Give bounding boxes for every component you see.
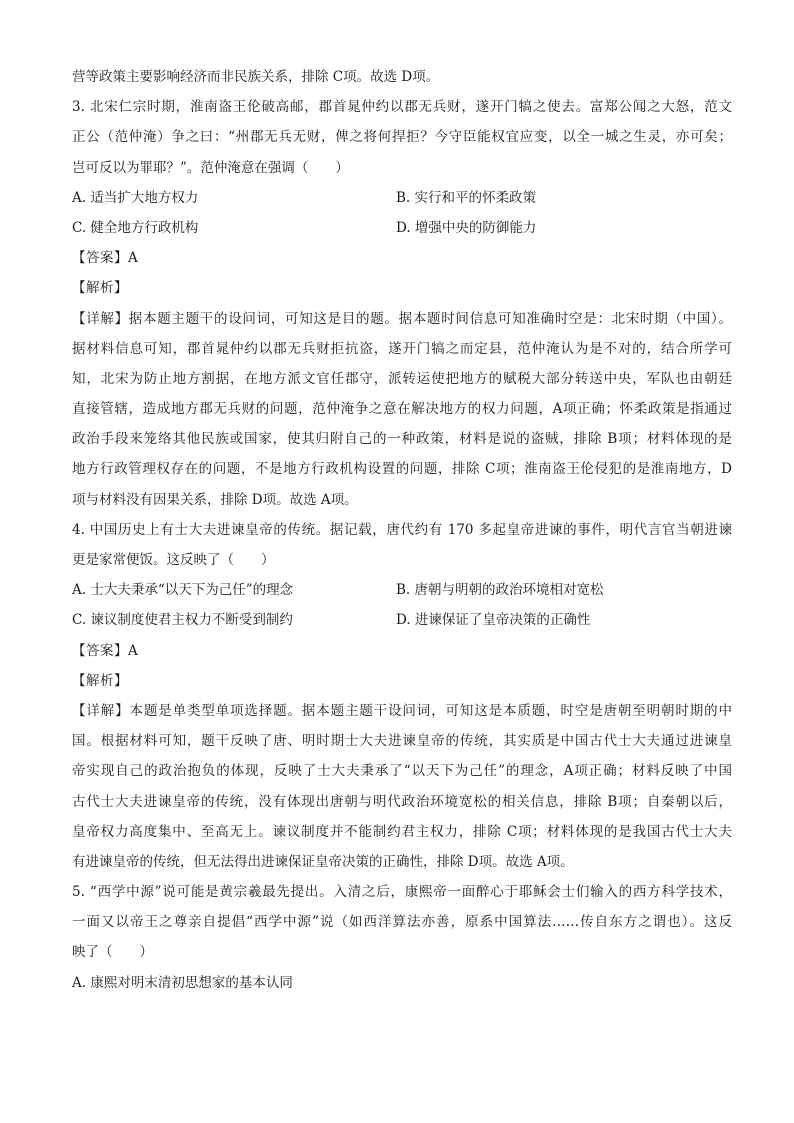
- q4-analysis-label: 【解析】: [72, 672, 128, 689]
- q4-answer: 【答案】A: [72, 642, 139, 659]
- q3-answer: 【答案】A: [72, 250, 139, 267]
- q3-stem-line: 岂可反以为罪耶？”。范仲淹意在强调（ ）: [72, 159, 349, 176]
- q3-detail-line: 直接管辖，造成地方郡无兵财的问题，范仲淹争之意在解决地方的权力问题，A项正确；怀柔政策是指通过: [72, 401, 732, 418]
- q3-detail-line: 政治手段来笼络其他民族或国家，使其归附自己的一种政策，材料是说的盗贼，排除 B项；材料体现的是: [72, 431, 732, 448]
- q3-analysis-label: 【解析】: [72, 280, 128, 297]
- q4-option-c: C. 谏议制度使君主权力不断受到制约: [72, 612, 293, 629]
- q4-detail-line: 国。根据材料可知，题干反映了唐、明时期士大夫进谏皇帝的传统，其实质是中国古代士大夫通过进谏皇: [72, 733, 732, 750]
- q4-detail-line: 有进谏皇帝的传统，但无法得出进谏保证皇帝决策的正确性，排除 D项。故选 A项。: [72, 853, 574, 870]
- question-5: [72, 877, 732, 998]
- q4-detail-line: 古代士大夫进谏皇帝的传统，没有体现出唐朝与明代政治环境宽松的相关信息，排除 B项；自秦朝以后，: [72, 793, 732, 810]
- q4-stem-line: 4. 中国历史上有士大夫进谏皇帝的传统。据记载，唐代约有 170 多起皇帝进谏的事件，明代言官当朝进谏: [72, 521, 732, 538]
- q4-option-a: A. 士大夫秉承“以天下为己任”的理念: [72, 582, 294, 599]
- q4-stem-line: 更是家常便饭。这反映了（ ）: [72, 552, 275, 568]
- q4-detail-line: 皇帝权力高度集中、至高无上。谏议制度并不能制约君主权力，排除 C项；材料体现的是我国古代士大夫: [72, 823, 732, 840]
- q3-option-d: D. 增强中央的防御能力: [396, 219, 537, 236]
- q4-option-b: B. 唐朝与明朝的政治环境相对宽松: [396, 582, 604, 599]
- q3-option-b: B. 实行和平的怀柔政策: [396, 189, 537, 206]
- q3-detail-line: 项与材料没有因果关系，排除 D项。故选 A项。: [72, 491, 358, 508]
- q3-option-c: C. 健全地方行政机构: [72, 219, 199, 236]
- q4-options-row: [72, 605, 732, 635]
- q3-detail-line: 【详解】据本题主题干的设问词，可知这是目的题。据本题时间信息可知准确时空是：北宋时期（中国）。: [72, 310, 732, 327]
- q3-stem-line: 3. 北宋仁宗时期，淮南盗王伦破高邮，郡首晁仲约以郡无兵财，遂开门犒之使去。富郑公闻之大怒，范文: [72, 99, 732, 116]
- q3-detail-line: 地方行政管理权存在的问题，不是地方行政机构设置的问题，排除 C项；淮南盗王伦侵犯的是淮南地方，D: [72, 461, 732, 478]
- q4-option-d: D. 进谏保证了皇帝决策的正确性: [396, 612, 591, 629]
- q5-option-a: A. 康熙对明末清初思想家的基本认同: [72, 974, 293, 991]
- q5-stem-line: 5. “西学中源”说可能是黄宗羲最先提出。入清之后，康熙帝一面醉心于耶稣会士们输入的西方科学技术，: [72, 884, 732, 901]
- q3-options-row: [72, 213, 732, 243]
- q4-detail-line: 【详解】本题是单类型单项选择题。据本题主题干设问词，可知这是本质题，时空是唐朝至明朝时期的中: [72, 702, 732, 719]
- q5-stem-line: 一面又以帝王之尊亲自提倡“西学中源”说（如西洋算法亦善，原系中国算法……传自东方之谓也）。这反: [72, 914, 732, 931]
- q3-detail-line: 据材料信息可知，郡首晁仲约以郡无兵财拒抗盗，遂开门犒之而定县，范仲淹认为是不对的，结合所学可: [72, 340, 732, 357]
- q3-detail-line: 知，北宋为防止地方割据，在地方派文官任郡守，派转运使把地方的赋税大部分转送中央，军队也由朝廷: [72, 370, 732, 387]
- q2-analysis-tail: 营等政策主要影响经济而非民族关系，排除 C项。故选 D项。: [72, 69, 440, 85]
- question-4: [72, 515, 732, 877]
- q5-stem-line: 映了（ ）: [72, 944, 153, 961]
- q3-option-a: A. 适当扩大地方权力: [72, 189, 199, 206]
- q3-stem-line: 正公（范仲淹）争之曰：“州郡无兵无财，俾之将何捍拒？今守臣能权宜应变，以全一城之生灵，亦可矣；: [72, 129, 732, 146]
- q4-detail-line: 帝实现自己的政治抱负的体现，反映了士大夫秉承了“以天下为己任”的理念，A项正确；材料反映了中国: [72, 763, 732, 780]
- document-page: [72, 62, 732, 998]
- q3-options-row: [72, 183, 732, 213]
- question-3: [72, 92, 732, 515]
- q4-options-row: [72, 575, 732, 605]
